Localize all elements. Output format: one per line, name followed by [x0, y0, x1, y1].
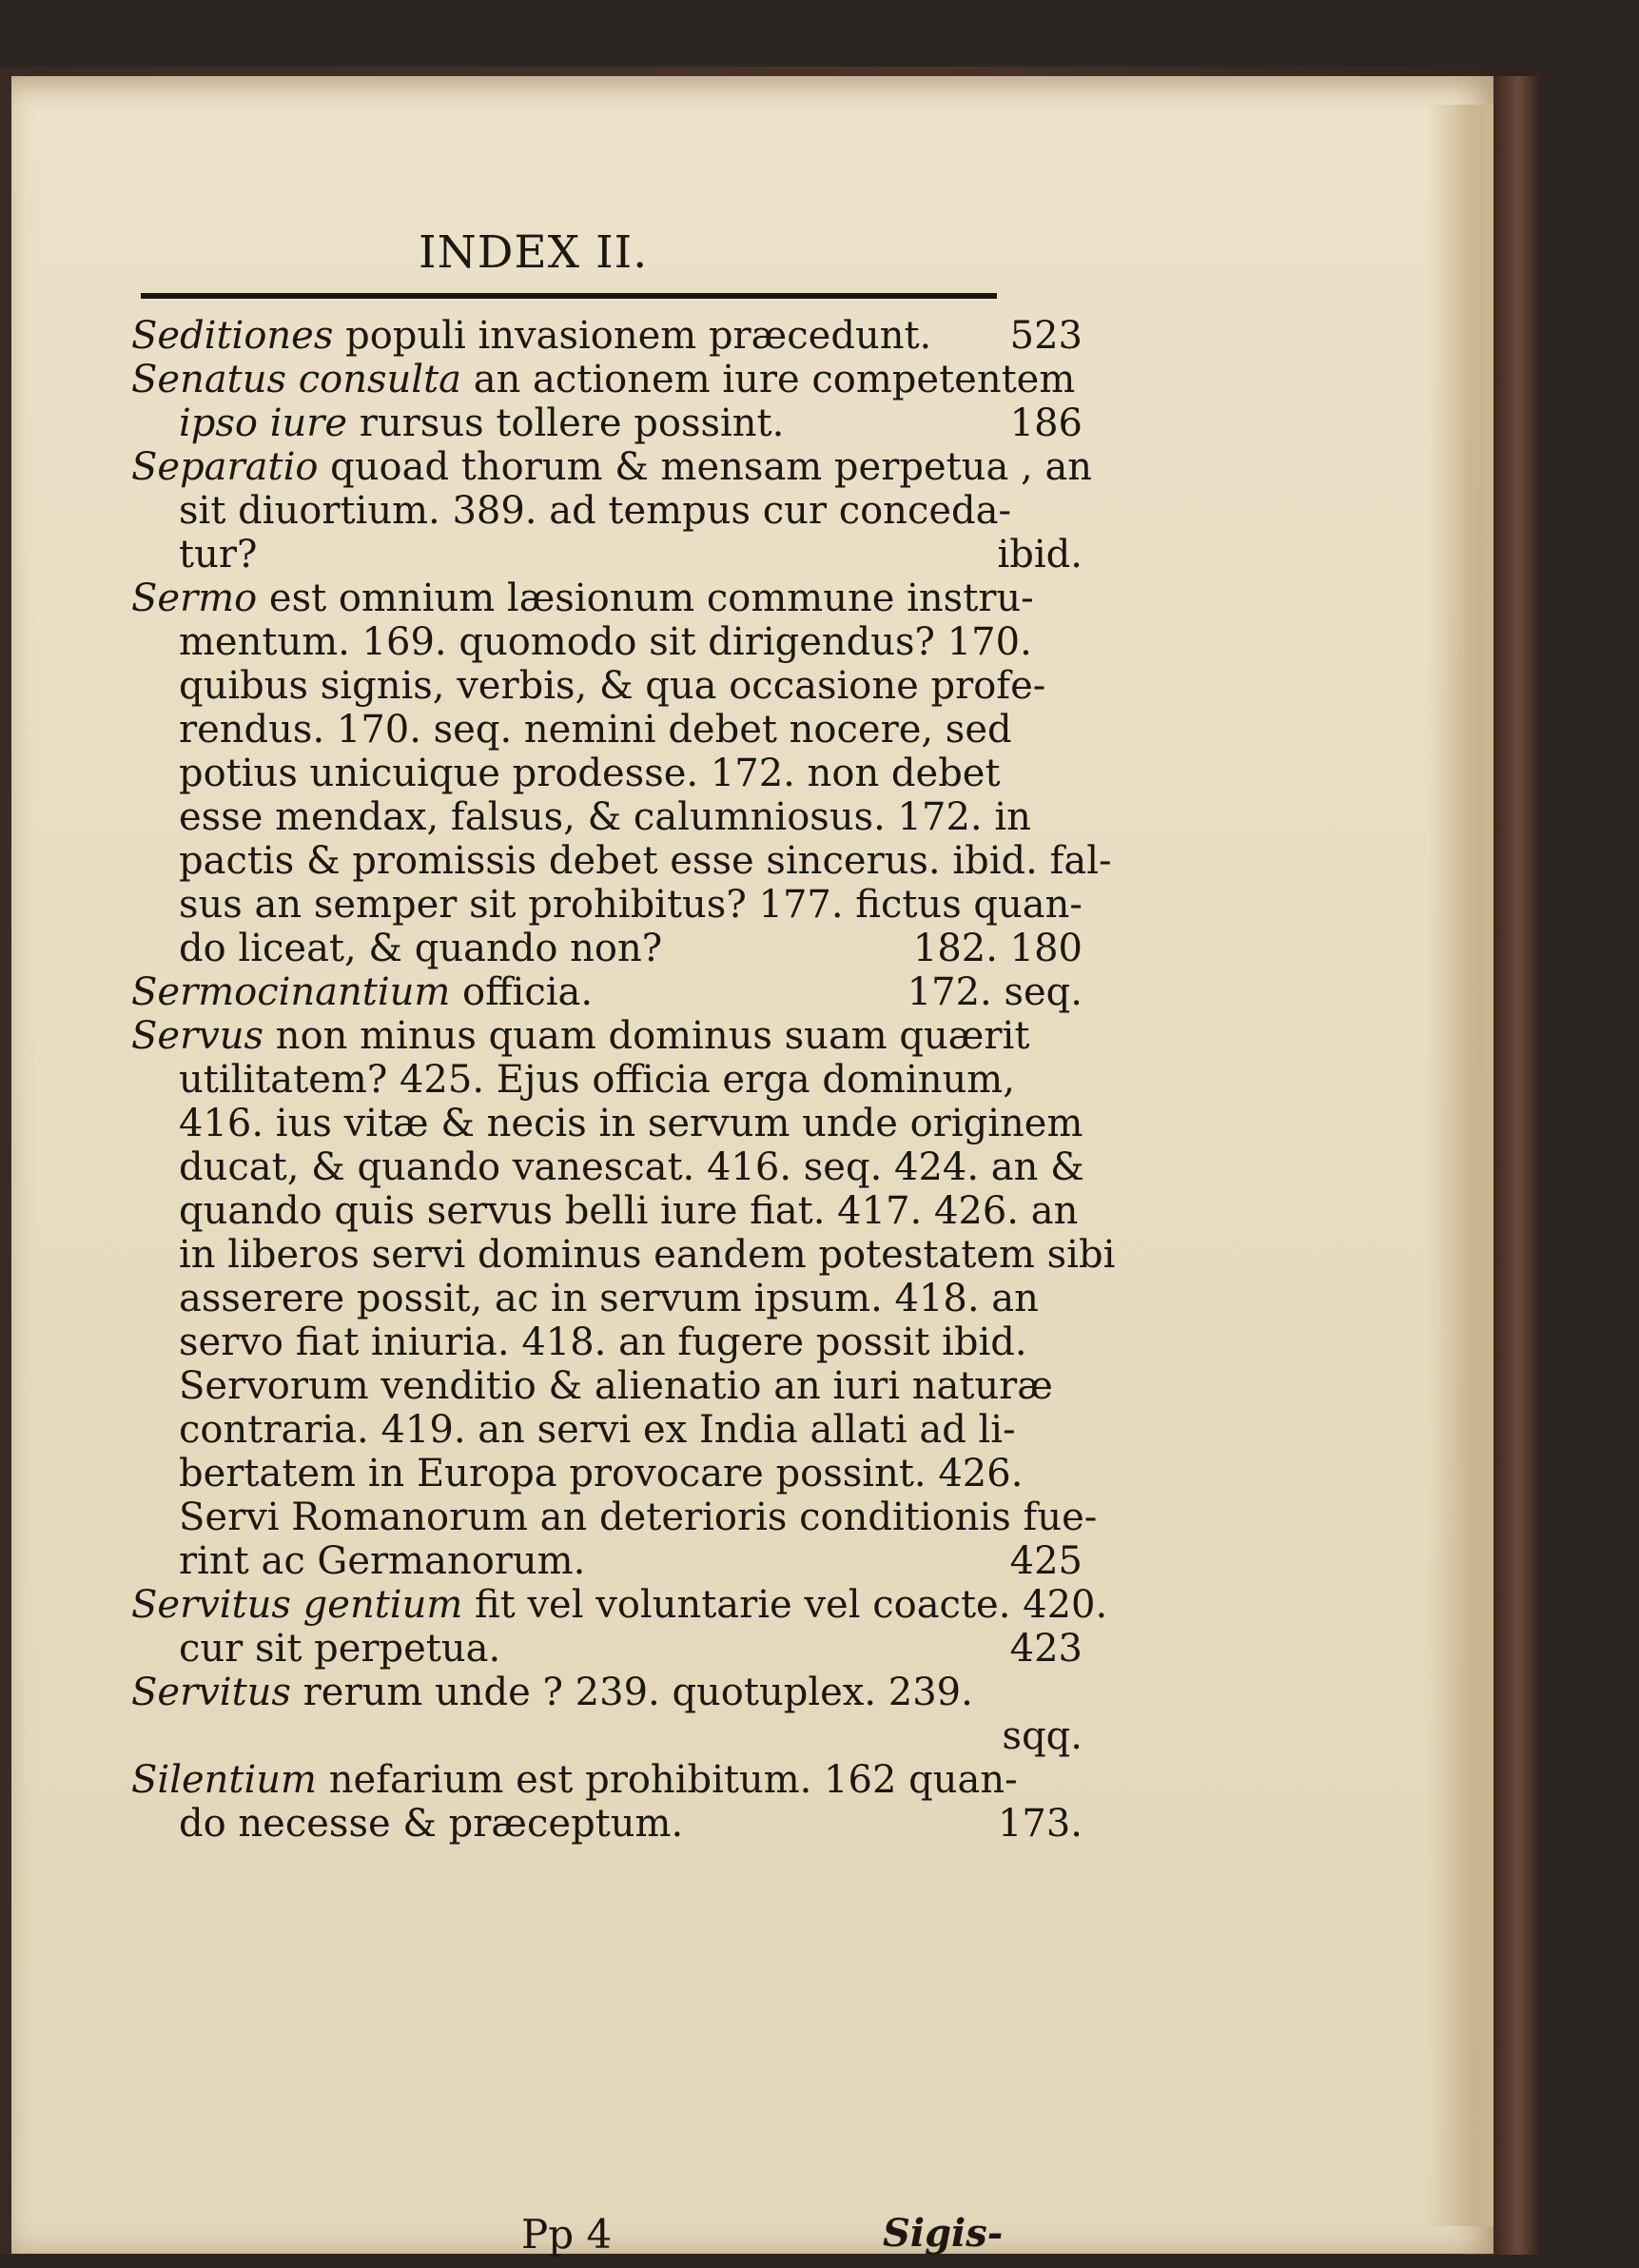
index-line [131, 358, 1083, 401]
index-line [131, 1452, 1083, 1496]
index-line [131, 1496, 1098, 1539]
index-text: sus an semper sit prohibitus? 177. fictus quan- [179, 883, 1083, 927]
index-entry [131, 314, 1083, 358]
index-line [131, 1364, 1083, 1408]
page-title: INDEX II. [419, 226, 649, 279]
index-line [131, 752, 1083, 795]
index-text: nefarium est prohibitum. 162 quan- [316, 1758, 1018, 1802]
index-term: Servitus gentium [131, 1583, 463, 1627]
index-line [131, 1320, 1083, 1364]
index-line [131, 1102, 1083, 1145]
index-text: rint ac Germanorum. [179, 1539, 586, 1583]
index-line [131, 401, 1083, 445]
index-text: do necesse & præceptum. [179, 1802, 684, 1846]
index-term: Separatio [131, 445, 319, 489]
index-line [131, 1671, 1083, 1714]
index-text: rursus tollere possint. [347, 401, 785, 445]
index-entry [131, 1758, 1083, 1846]
index-text: utilitatem? 425. Ejus officia erga dominum, [179, 1058, 1015, 1102]
page-reference: sqq. [1002, 1714, 1083, 1758]
index-text: contraria. 419. an servi ex India allati ad li- [179, 1408, 1016, 1452]
index-line [131, 883, 1083, 927]
page-reference: 523 [1009, 314, 1083, 358]
page-reference: ibid. [997, 533, 1083, 577]
index-term: Sermocinantium [131, 970, 451, 1014]
index-line [131, 1627, 1083, 1671]
index-text: mentum. 169. quomodo sit dirigendus? 170. [179, 620, 1032, 664]
index-line [131, 577, 1083, 620]
index-line [131, 1714, 1083, 1758]
index-entry [131, 1583, 1108, 1671]
index-line [131, 445, 1093, 489]
index-text: fit vel voluntarie vel coacte. 420. [462, 1583, 1108, 1627]
index-line [131, 1539, 1083, 1583]
index-text: servo fiat iniuria. 418. an fugere possit ibid. [179, 1320, 1027, 1364]
index-line [131, 314, 1083, 358]
page-reference: 182. 180 [912, 927, 1083, 970]
index-text: officia. [450, 970, 594, 1014]
index-text: cur sit perpetua. [179, 1627, 501, 1671]
index-text: bertatem in Europa provocare possint. 426. [179, 1452, 1024, 1496]
index-text: 416. ius vitæ & necis in servum unde originem [179, 1102, 1083, 1145]
index-entry [131, 970, 1083, 1014]
index-term: Servus [131, 1014, 264, 1058]
index-entry [131, 577, 1112, 970]
catchword: Sigis- [883, 2211, 1004, 2256]
index-line [131, 708, 1083, 752]
index-text: potius unicuique prodesse. 172. non debet [179, 752, 1001, 795]
index-text: tur? [179, 533, 258, 577]
index-line [131, 1758, 1083, 1802]
index-line [131, 1802, 1083, 1846]
index-line [131, 620, 1083, 664]
index-text: Servi Romanorum an deterioris conditionis fue- [179, 1496, 1098, 1539]
index-text: est omnium læsionum commune instru- [257, 577, 1034, 620]
header-rule [141, 293, 997, 299]
signature-mark: Pp 4 [521, 2211, 613, 2258]
page-edge-shadow [1427, 105, 1493, 2226]
index-text: an actionem iure competentem [461, 358, 1076, 401]
index-text: Servorum venditio & alienatio an iuri naturæ [179, 1364, 1053, 1408]
index-text: quoad thorum & mensam perpetua , an [318, 445, 1093, 489]
index-term: Silentium [131, 1758, 317, 1802]
index-line [131, 664, 1083, 708]
index-line [131, 795, 1083, 839]
index-term: Seditiones [131, 314, 334, 358]
index-line [131, 1189, 1083, 1233]
index-line [131, 1014, 1083, 1058]
index-text: quando quis servus belli iure fiat. 417. 426. an [179, 1189, 1079, 1233]
index-line [131, 1145, 1083, 1189]
page-reference: 425 [1009, 1539, 1083, 1583]
index-term: ipso iure [179, 401, 348, 445]
index-text: rendus. 170. seq. nemini debet nocere, sed [179, 708, 1012, 752]
index-text: esse mendax, falsus, & calumniosus. 172. in [179, 795, 1031, 839]
index-entry [131, 358, 1083, 445]
index-line [131, 839, 1112, 883]
page-reference: 173. [997, 1802, 1083, 1846]
index-text: ducat, & quando vanescat. 416. seq. 424. an & [179, 1145, 1084, 1189]
index-line [131, 970, 1083, 1014]
index-entry [131, 445, 1093, 577]
index-line [131, 1277, 1083, 1320]
index-line [131, 927, 1083, 970]
index-line [131, 1058, 1083, 1102]
index-entry [131, 1671, 1083, 1758]
index-text: non minus quam dominus suam quærit [263, 1014, 1030, 1058]
index-line [131, 1583, 1108, 1627]
index-text: asserere possit, ac in servum ipsum. 418. an [179, 1277, 1039, 1320]
index-text: in liberos servi dominus eandem potestatem sibi [179, 1233, 1116, 1277]
index-line [131, 533, 1083, 577]
index-entry [131, 1014, 1116, 1583]
index-line [131, 1233, 1116, 1277]
page-reference: 186 [1009, 401, 1083, 445]
index-term: Servitus [131, 1671, 291, 1714]
index-term: Senatus consulta [131, 358, 462, 401]
page-reference: 423 [1009, 1627, 1083, 1671]
index-text: pactis & promissis debet esse sincerus. ibid. fal- [179, 839, 1112, 883]
index-text: sit diuortium. 389. ad tempus cur conceda- [179, 489, 1011, 533]
index-text: populi invasionem præcedunt. [333, 314, 932, 358]
index-list [131, 314, 1116, 1874]
index-text: rerum unde ? 239. quotuplex. 239. [290, 1671, 973, 1714]
page-reference: 172. seq. [907, 970, 1083, 1014]
index-text: do liceat, & quando non? [179, 927, 663, 970]
index-term: Sermo [131, 577, 258, 620]
index-line [131, 489, 1083, 533]
index-text: quibus signis, verbis, & qua occasione profe- [179, 664, 1046, 708]
index-line [131, 1408, 1083, 1452]
